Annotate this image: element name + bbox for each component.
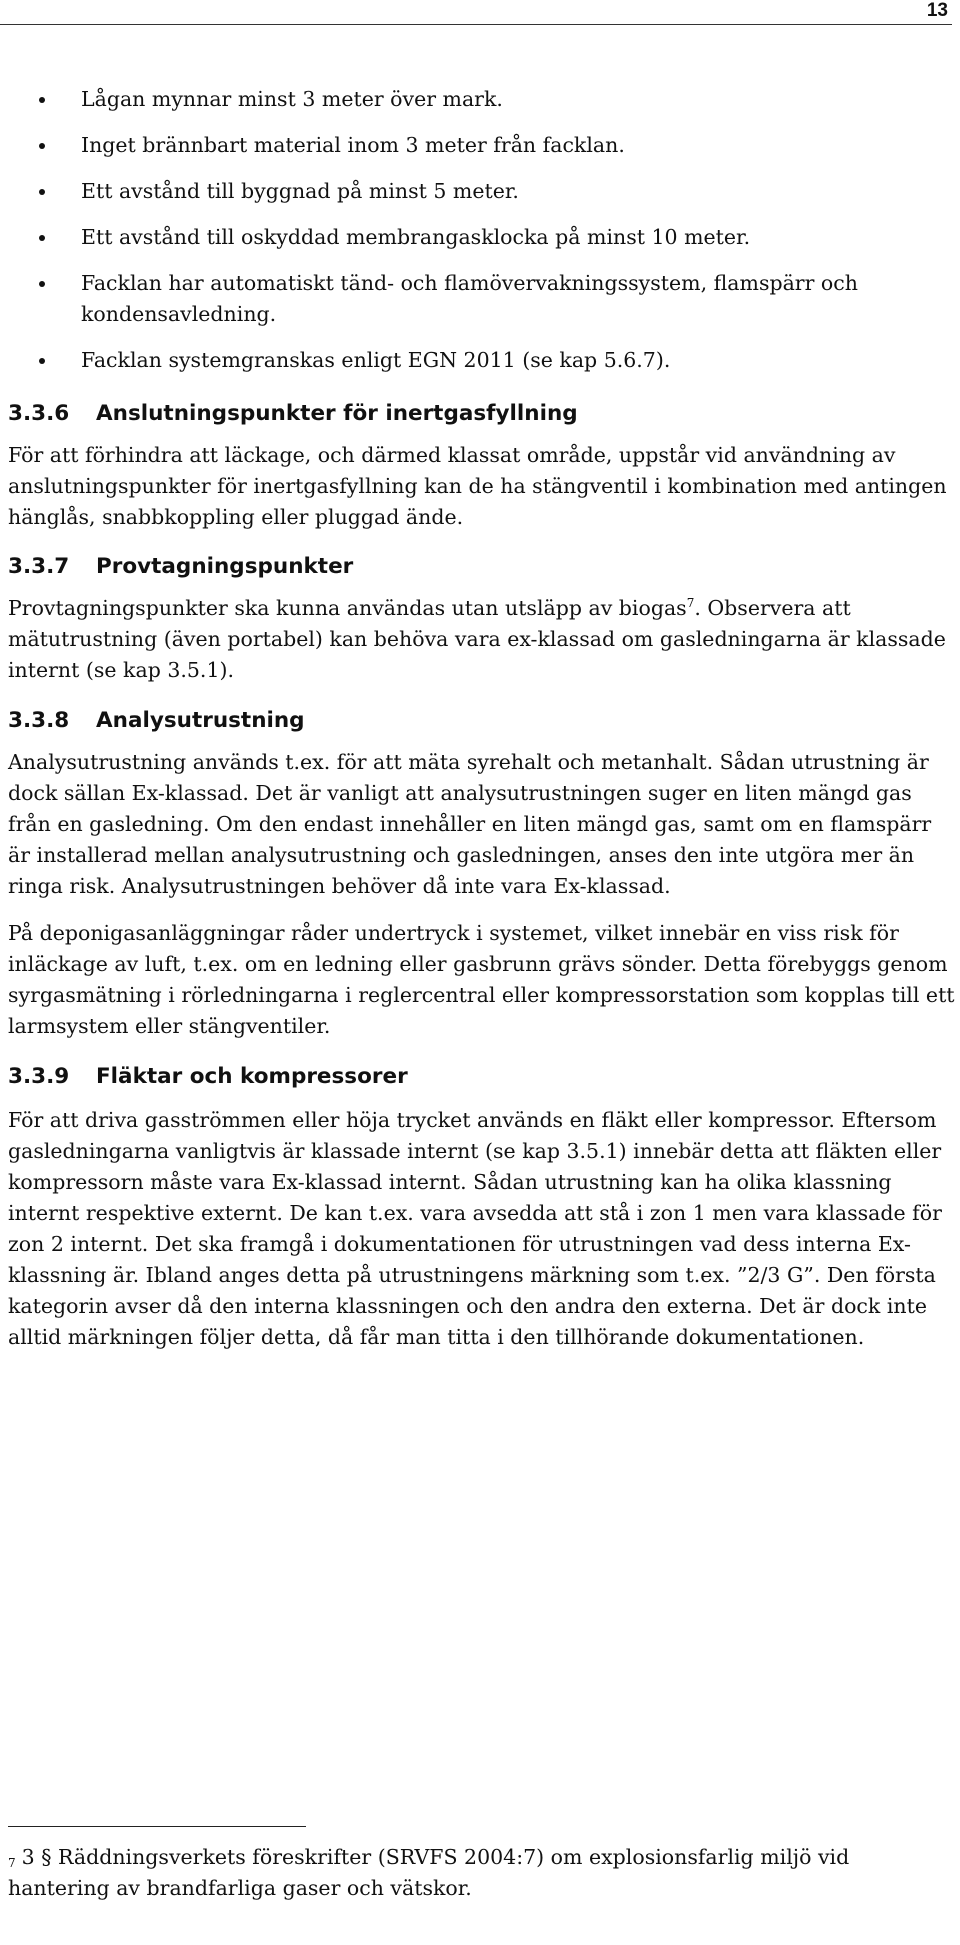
section-heading-3-3-7 [8,553,956,581]
section-paragraph: Analysutrustning används t.ex. för att mäta syrehalt och metanhalt. Sådan utrustning är dock sällan Ex-klassad. Det är vanligt att analysutrustningen suger en liten mängd gas från en gasledning. Om den endast innehåller en liten mängd gas, samt om en flamspärr är installerad mellan analysutrustning och gasledningen, anses den inte utgöra mer än ringa risk. Analysutrustningen behöver då inte vara Ex-klassad. [8,750,932,898]
section-heading-3-3-6 [8,400,956,428]
bullet-icon [39,281,45,287]
list-item-text: Inget brännbart material inom 3 meter från facklan. [81,133,625,157]
list-item [8,268,956,330]
footnote [8,1842,956,1904]
bullet-icon [39,358,45,364]
paragraph-text: . Observera att mätutrustning (även portabel) kan behöva vara ex-klassad om gasledningarna är klassade internt (se kap 3.5.1). [8,596,946,682]
page-number: 13 [926,0,948,21]
footnote-reference[interactable]: 7 [686,596,695,610]
list-item-text: Ett avstånd till oskyddad membrangasklocka på minst 10 meter. [81,225,751,249]
paragraph-text: Provtagningspunkter ska kunna användas utan utsläpp av biogas [8,596,687,620]
section-heading-3-3-8 [8,707,956,735]
section-paragraph: För att driva gasströmmen eller höja trycket används en fläkt eller kompressor. Eftersom gasledningarna vanligtvis är klassade internt (se kap 3.5.1) innebär detta att fläkten eller kompressorn måste vara Ex-klassad internt. Sådan utrustning kan ha olika klassning internt respektive externt. De kan t.ex. vara avsedda att stå i zon 1 men vara klassade för zon 2 internt. Det ska framgå i dokumentationen för utrustningen vad dess interna Ex-klassning är. Ibland anges detta på utrustningens märkning som t.ex. ”2/3 G”. Den första kategorin avser då den interna klassningen och den andra den externa. Det är dock inte alltid märkningen följer detta, då får man titta i den tillhörande dokumentationen. [8,1108,942,1349]
section-title: Analysutrustning [96,708,305,733]
footnote-separator [8,1826,306,1827]
requirements-list [8,84,956,376]
list-item [8,345,956,376]
section-title: Fläktar och kompressorer [96,1064,408,1089]
list-item-text: Facklan systemgranskas enligt EGN 2011 (se kap 5.6.7). [81,348,671,372]
list-item-text: Facklan har automatiskt tänd- och flamövervakningssystem, flamspärr och kondensavledning. [81,271,858,326]
section-number: 3.3.9 [8,1064,70,1089]
bullet-icon [39,97,45,103]
page-content [8,84,956,1353]
list-item [8,130,956,161]
section-title: Anslutningspunkter för inertgasfyllning [96,401,578,426]
list-item-text: Ett avstånd till byggnad på minst 5 meter. [81,179,519,203]
bullet-icon [39,235,45,241]
footnote-text: 3 § Räddningsverkets föreskrifter (SRVFS 2004:7) om explosionsfarlig miljö vid hantering av brandfarliga gaser och vätskor. [8,1845,850,1900]
bullet-icon [39,143,45,149]
section-number: 3.3.8 [8,708,70,733]
header-rule [0,24,952,25]
section-title: Provtagningspunkter [96,554,354,579]
section-number: 3.3.7 [8,554,70,579]
list-item [8,176,956,207]
footnote-mark: 7 [8,1856,16,1870]
section-number: 3.3.6 [8,401,70,426]
list-item [8,222,956,253]
section-paragraph: För att förhindra att läckage, och därmed klassat område, uppstår vid användning av anslutningspunkter för inertgasfyllning kan de ha stängventil i kombination med antingen hänglås, snabbkoppling eller pluggad ände. [8,443,947,529]
bullet-icon [39,189,45,195]
list-item [8,84,956,115]
section-paragraph [8,593,956,686]
section-paragraph: På deponigasanläggningar råder undertryck i systemet, vilket innebär en viss risk för inläckage av luft, t.ex. om en ledning eller gasbrunn grävs sönder. Detta förebyggs genom syrgasmätning i rörledningarna i reglercentral eller kompressorstation som kopplas till ett larmsystem eller stängventiler. [8,921,955,1038]
list-item-text: Lågan mynnar minst 3 meter över mark. [81,87,503,111]
section-heading-3-3-9 [8,1063,956,1091]
